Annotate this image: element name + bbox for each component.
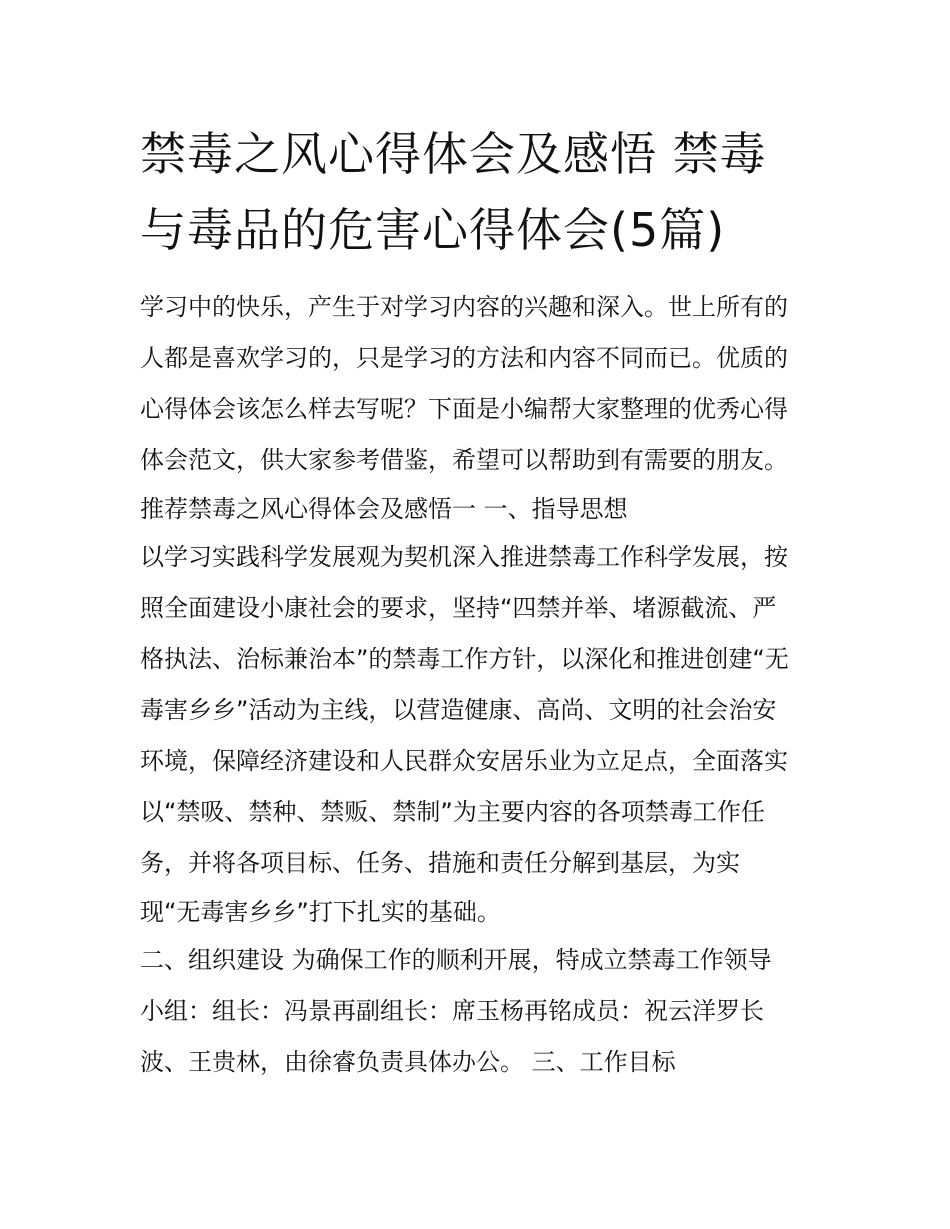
section-heading-line: 二、组织建设 为确保工作的顺利开展，特成立禁毒工作领导	[140, 946, 772, 974]
body-line: 学习中的快乐，产生于对学习内容的兴趣和深入。世上所有的	[140, 293, 788, 321]
body-line: 人都是喜欢学习的，只是学习的方法和内容不同而已。优质的	[140, 344, 788, 372]
body-line: 体会范文，供大家参考借鉴，希望可以帮助到有需要的朋友。	[140, 446, 788, 474]
body-line: 现“无毒害乡乡”打下扎实的基础。	[140, 898, 501, 926]
body-line: 格执法、治标兼治本”的禁毒工作方针，以深化和推进创建“无	[140, 645, 789, 673]
body-line: 小组：组长：冯景再副组长：席玉杨再铭成员：祝云洋罗长	[140, 997, 764, 1025]
document-title	[140, 116, 840, 268]
title-line-2: 与毒品的危害心得体会(5篇)	[140, 203, 726, 257]
body-line: 以学习实践科学发展观为契机深入推进禁毒工作科学发展，按	[140, 543, 788, 571]
document-body	[140, 282, 830, 1088]
body-line: 毒害乡乡”活动为主线，以营造健康、高尚、文明的社会治安	[140, 696, 777, 724]
body-line: 心得体会该怎么样去写呢？下面是小编帮大家整理的优秀心得	[140, 395, 788, 423]
title-line-1: 禁毒之风心得体会及感悟 禁毒	[140, 127, 767, 181]
body-line: 务，并将各项目标、任务、措施和责任分解到基层，为实	[140, 849, 740, 877]
body-line: 环境，保障经济建设和人民群众安居乐业为立足点，全面落实	[140, 747, 788, 775]
body-line: 照全面建设小康社会的要求，坚持“四禁并举、堵源截流、严	[140, 594, 777, 622]
body-line: 以“禁吸、禁种、禁贩、禁制”为主要内容的各项禁毒工作任	[140, 798, 765, 826]
section-heading-line: 推荐禁毒之风心得体会及感悟一 一、指导思想	[140, 495, 628, 523]
body-line: 波、王贵林，由徐睿负责具体办公。 三、工作目标	[140, 1048, 676, 1076]
